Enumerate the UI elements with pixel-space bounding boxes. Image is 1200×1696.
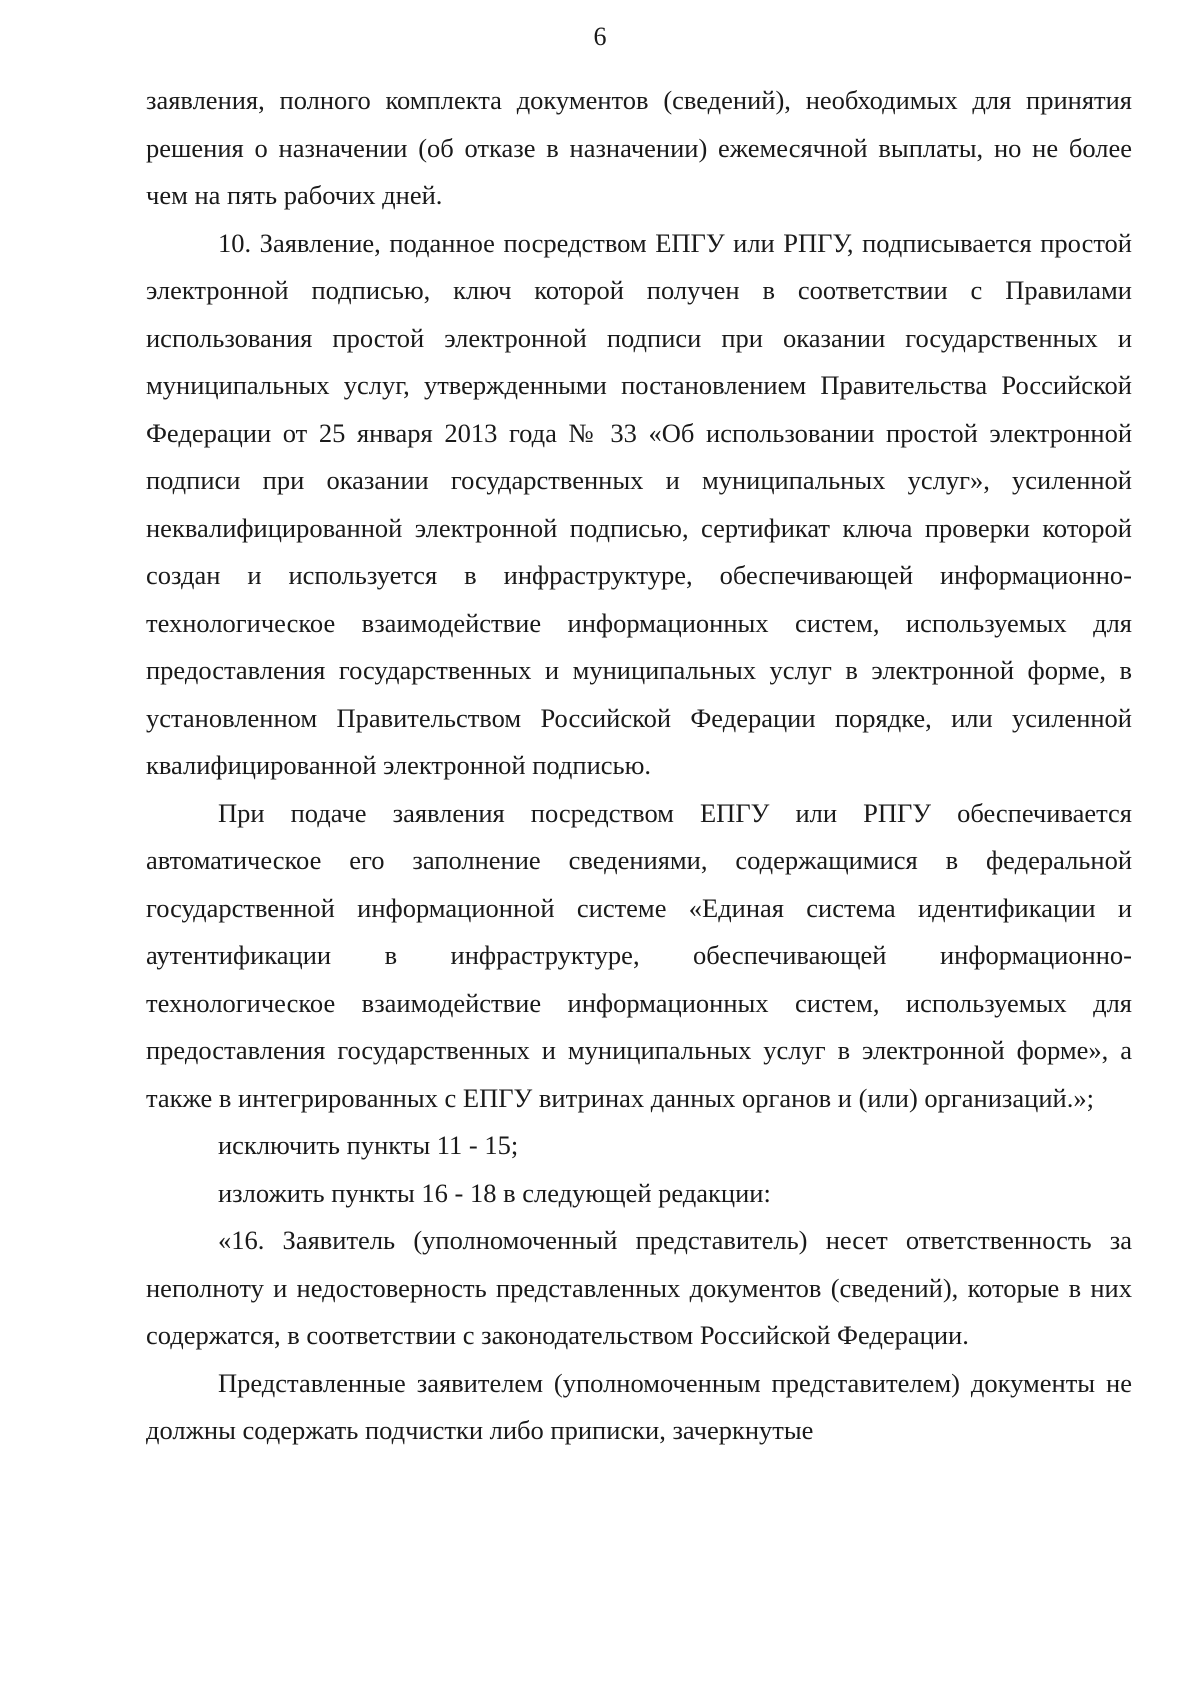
paragraph-item-16: «16. Заявитель (уполномоченный представитель) несет ответственность за неполноту и недостоверность представленных документов (сведений), которые в них содержатся, в соответствии с законодательством Российской Федерации. bbox=[146, 1225, 1132, 1350]
paragraph-item-10: 10. Заявление, поданное посредством ЕПГУ или РПГУ, подписывается простой электронной подписью, ключ которой получен в соответствии с Правилами использования простой электронной подписи при оказании государственных и муниципальных услуг, утвержденными постановлением Правительства Российской Федерации от 25 января 2013 года № 33 «Об использовании простой электронной подписи при оказании государственных и муниципальных услуг», усиленной неквалифицированной электронной подписью, сертификат ключа проверки которой создан и используется в инфраструктуре, обеспечивающей информационно-технологическое взаимодействие информационных систем, используемых для предоставления государственных и муниципальных услуг в электронной форме, в установленном Правительством Российской Федерации порядке, или усиленной квалифицированной электронной подписью. bbox=[146, 227, 1132, 780]
paragraph-exclude-items: исключить пункты 11 - 15; bbox=[218, 1130, 519, 1160]
paragraph-restate-items: изложить пункты 16 - 18 в следующей редакции: bbox=[218, 1177, 771, 1208]
page-number: 6 bbox=[593, 22, 607, 51]
paragraph-continuation: заявления, полного комплекта документов (сведений), необходимых для принятия решения о назначении (об отказе в назначении) ежемесячной выплаты, но не более чем на пять рабочих дней. bbox=[146, 85, 1132, 210]
paragraph-documents-requirements: Представленные заявителем (уполномоченным представителем) документы не должны содержать подчистки либо приписки, зачеркнутые bbox=[146, 1367, 1132, 1445]
document-body bbox=[146, 77, 1132, 1455]
paragraph-epgu-autofill: При подаче заявления посредством ЕПГУ или РПГУ обеспечивается автоматическое его заполнение сведениями, содержащимися в федеральной государственной информационной системе «Единая система идентификации и аутентификации в инфраструктуре, обеспечивающей информационно-технологическое взаимодействие информационных систем, используемых для предоставления государственных и муниципальных услуг в электронной форме», а также в интегрированных с ЕПГУ витринах данных органов и (или) организаций.»; bbox=[146, 797, 1132, 1113]
